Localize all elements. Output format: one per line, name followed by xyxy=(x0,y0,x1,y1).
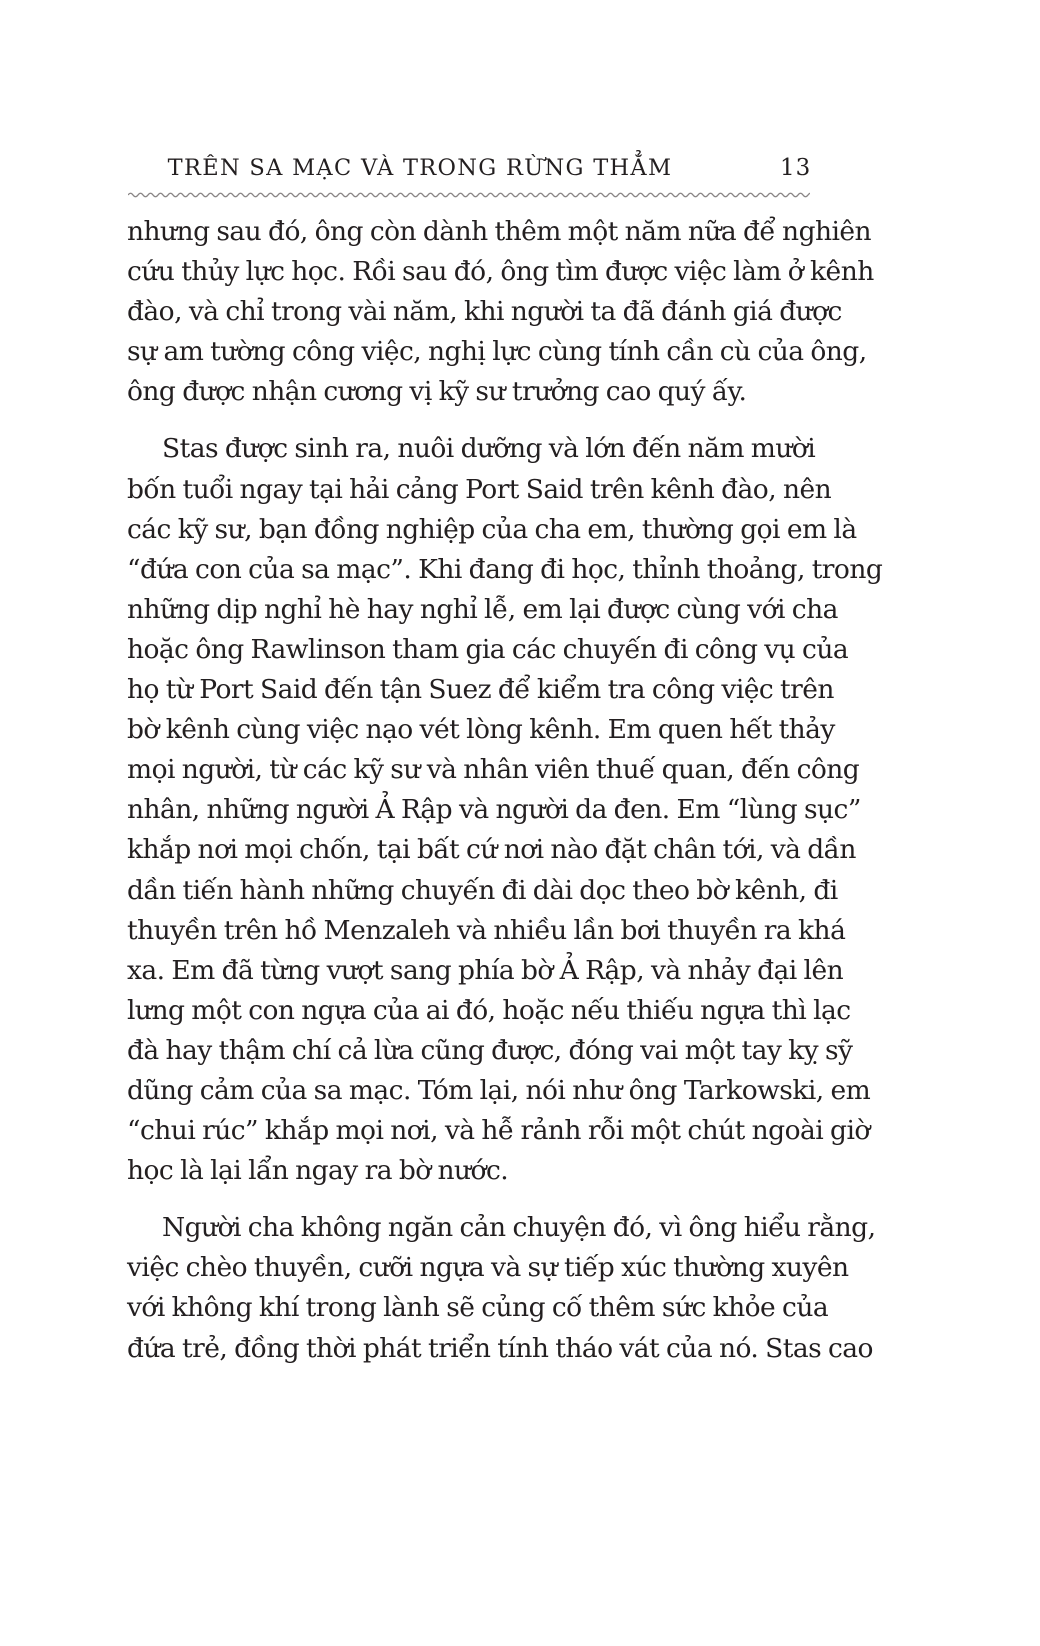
text-line: những dịp nghỉ hè hay nghỉ lễ, em lại được cùng với cha xyxy=(127,593,838,625)
text-line: bờ kênh cùng việc nạo vét lòng kênh. Em quen hết thảy xyxy=(127,714,835,746)
wavy-rule-ornament xyxy=(128,190,810,200)
text-line: “chui rúc” khắp mọi nơi, và hễ rảnh rỗi một chút ngoài giờ xyxy=(127,1115,870,1147)
body-text xyxy=(127,212,883,1369)
text-line: Stas được sinh ra, nuôi dưỡng và lớn đến năm mười xyxy=(162,433,816,465)
text-line: việc chèo thuyền, cưỡi ngựa và sự tiếp xúc thường xuyên xyxy=(127,1252,849,1284)
text-line: khắp nơi mọi chốn, tại bất cứ nơi nào đặt chân tới, và dần xyxy=(127,834,856,866)
text-line: nhân, những người Ả Rập và người da đen. Em “lùng sục” xyxy=(127,794,861,826)
text-line: “đứa con của sa mạc”. Khi đang đi học, thỉnh thoảng, trong xyxy=(127,553,883,585)
text-line: họ từ Port Said đến tận Suez để kiểm tra công việc trên xyxy=(127,674,834,706)
text-line: học là lại lẩn ngay ra bờ nước. xyxy=(127,1155,509,1187)
paragraph xyxy=(127,429,883,1191)
text-line: dũng cảm của sa mạc. Tóm lại, nói như ông Tarkowski, em xyxy=(127,1074,871,1106)
text-line: xa. Em đã từng vượt sang phía bờ Ả Rập, và nhảy đại lên xyxy=(127,954,844,986)
text-line: lưng một con ngựa của ai đó, hoặc nếu thiếu ngựa thì lạc xyxy=(127,994,851,1026)
running-head xyxy=(0,150,1040,186)
text-line: thuyền trên hồ Menzaleh và nhiều lần bơi thuyền ra khá xyxy=(127,914,846,946)
text-line: đứa trẻ, đồng thời phát triển tính tháo vát của nó. Stas cao xyxy=(127,1332,873,1364)
text-line: Người cha không ngăn cản chuyện đó, vì ông hiểu rằng, xyxy=(162,1212,876,1244)
text-line: hoặc ông Rawlinson tham gia các chuyến đi công vụ của xyxy=(127,633,849,665)
text-line: bốn tuổi ngay tại hải cảng Port Said trên kênh đào, nên xyxy=(127,473,832,505)
text-line: mọi người, từ các kỹ sư và nhân viên thuế quan, đến công xyxy=(127,754,860,786)
text-line: sự am tường công việc, nghị lực cùng tính cần cù của ông, xyxy=(127,336,867,368)
text-line: ông được nhận cương vị kỹ sư trưởng cao quý ấy. xyxy=(127,376,747,408)
paragraph xyxy=(127,1208,876,1368)
paragraph xyxy=(127,212,874,412)
text-line: các kỹ sư, bạn đồng nghiệp của cha em, thường gọi em là xyxy=(127,513,857,545)
page-number: 13 xyxy=(780,155,812,181)
text-line: đà hay thậm chí cả lừa cũng được, đóng vai một tay kỵ sỹ xyxy=(127,1034,853,1066)
text-line: nhưng sau đó, ông còn dành thêm một năm nữa để nghiên xyxy=(127,216,872,247)
running-title: TRÊN SA MẠC VÀ TRONG RỪNG THẲM xyxy=(167,155,673,181)
text-line: đào, và chỉ trong vài năm, khi người ta đã đánh giá được xyxy=(127,296,842,328)
text-line: dần tiến hành những chuyến đi dài dọc theo bờ kênh, đi xyxy=(127,874,838,906)
text-line: cứu thủy lực học. Rồi sau đó, ông tìm được việc làm ở kênh xyxy=(127,256,874,288)
text-line: với không khí trong lành sẽ củng cố thêm sức khỏe của xyxy=(127,1292,829,1324)
